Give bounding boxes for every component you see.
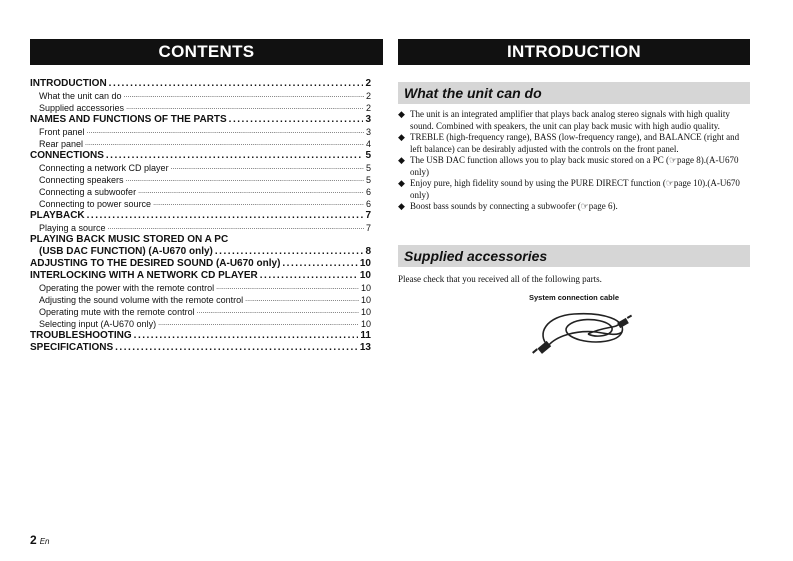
toc-page-number: 2: [365, 91, 371, 101]
toc-entry-title: INTERLOCKING WITH A NETWORK CD PLAYER: [30, 270, 258, 281]
toc-subentry: [30, 222, 371, 234]
supplied-accessories-text: Please check that you received all of the following parts.: [398, 274, 602, 284]
toc-entry-title: NAMES AND FUNCTIONS OF THE PARTS: [30, 114, 227, 125]
feature-text: The unit is an integrated amplifier that plays back analog stereo signals with high quality sound. Combined with speakers, the unit can play back music with high audio quality.: [410, 109, 730, 131]
toc-entry-title: PLAYING BACK MUSIC STORED ON A PC: [30, 234, 229, 245]
toc-entry-title: Adjusting the sound volume with the remote control: [39, 295, 244, 305]
toc-entry: [30, 234, 371, 246]
toc-entry-title: Front panel: [39, 127, 85, 137]
toc-entry-title: Selecting input (A-U670 only): [39, 319, 157, 329]
toc-page-number: 5: [365, 175, 371, 185]
toc-page-number: 10: [360, 319, 371, 329]
page-number: 2 En: [30, 533, 50, 547]
toc-leader-dots: [108, 220, 364, 234]
diamond-bullet-icon: ◆: [398, 201, 405, 211]
toc-entry-title: (USB DAC FUNCTION) (A-U670 only): [39, 246, 213, 257]
toc-subentry: [30, 102, 371, 114]
toc-entry-title: CONNECTIONS: [30, 150, 104, 161]
system-connection-cable-illustration: [526, 306, 636, 362]
toc-page-number: 10: [360, 283, 371, 293]
toc-entry-title: Operating the power with the remote control: [39, 283, 215, 293]
toc-page-number: 6: [365, 187, 371, 197]
toc-page-number: 5: [365, 150, 371, 161]
diamond-bullet-icon: ◆: [398, 132, 405, 142]
contents-heading: CONTENTS: [30, 39, 383, 65]
toc-entry-title: Playing a source: [39, 223, 106, 233]
toc-entry: [30, 258, 371, 270]
toc-page-number: 5: [365, 163, 371, 173]
feature-text: The USB DAC function allows you to play back music stored on a PC (☞page 8).(A-U670 only): [410, 155, 739, 177]
toc-entry-title: Operating mute with the remote control: [39, 307, 195, 317]
toc-entry-title: Rear panel: [39, 139, 84, 149]
toc-subentry: [30, 198, 371, 210]
toc-page-number: 10: [359, 270, 371, 281]
language-code: En: [39, 537, 50, 546]
toc-leader-dots: [85, 136, 364, 150]
toc-page-number: 7: [365, 223, 371, 233]
toc-page-number: 4: [365, 139, 371, 149]
toc-page-number: 2: [365, 103, 371, 113]
toc-page-number: 13: [359, 342, 371, 353]
section-what-the-unit-can-do: What the unit can do: [398, 82, 750, 104]
toc-page-number: 3: [365, 114, 371, 125]
feature-list-item: [398, 178, 750, 201]
toc-leader-dots: [215, 246, 364, 258]
toc-entry-title: ADJUSTING TO THE DESIRED SOUND (A-U670 only): [30, 258, 281, 269]
feature-list-item: [398, 132, 750, 155]
toc-page-number: 3: [365, 127, 371, 137]
toc-page-number: 6: [365, 199, 371, 209]
toc-leader-dots: [126, 100, 364, 114]
toc-entry-title: TROUBLESHOOTING: [30, 330, 132, 341]
toc-entry: [30, 330, 371, 342]
toc-page-number: 11: [360, 330, 371, 341]
introduction-heading: INTRODUCTION: [398, 39, 750, 65]
toc-entry-title: Connecting a network CD player: [39, 163, 169, 173]
toc-entry-title: Connecting speakers: [39, 175, 124, 185]
toc-entry-title: Connecting a subwoofer: [39, 187, 137, 197]
toc-leader-dots: [115, 342, 358, 354]
feature-text: TREBLE (high-frequency range), BASS (low-frequency range), and BALANCE (right and left balance) can be desirably adjusted with the controls on the front panel.: [410, 132, 740, 154]
toc-page-number: 8: [365, 246, 371, 257]
toc-entry-title: Supplied accessories: [39, 103, 125, 113]
toc-subentry: [30, 138, 371, 150]
toc-entry-title: SPECIFICATIONS: [30, 342, 114, 353]
toc-leader-dots: [153, 196, 364, 210]
toc-leader-dots: [282, 258, 357, 270]
toc-entry-title: INTRODUCTION: [30, 78, 107, 89]
toc-page-number: 10: [360, 295, 371, 305]
toc-subentry: [30, 318, 371, 330]
feature-list-item: [398, 109, 750, 132]
diamond-bullet-icon: ◆: [398, 155, 405, 165]
toc-page-number: 10: [360, 307, 371, 317]
diamond-bullet-icon: ◆: [398, 178, 405, 188]
table-of-contents: [30, 78, 371, 354]
feature-list: [398, 109, 750, 213]
toc-leader-dots: [158, 316, 359, 330]
feature-list-item: [398, 155, 750, 178]
feature-list-item: [398, 201, 750, 213]
cable-label: System connection cable: [528, 293, 620, 302]
toc-entry-title: Connecting to power source: [39, 199, 152, 209]
section-supplied-accessories: Supplied accessories: [398, 245, 750, 267]
toc-leader-dots: [134, 330, 359, 342]
toc-entry: [30, 342, 371, 354]
toc-entry: [30, 246, 371, 258]
toc-page-number: 10: [359, 258, 371, 269]
toc-page-number: 7: [365, 210, 371, 221]
toc-entry-title: What the unit can do: [39, 91, 122, 101]
toc-page-number: 2: [365, 78, 371, 89]
diamond-bullet-icon: ◆: [398, 109, 405, 119]
toc-entry-title: PLAYBACK: [30, 210, 85, 221]
feature-text: Boost bass sounds by connecting a subwoofer (☞page 6).: [410, 201, 618, 211]
feature-text: Enjoy pure, high fidelity sound by using the PURE DIRECT function (☞page 10).(A-U670 only): [410, 178, 740, 200]
